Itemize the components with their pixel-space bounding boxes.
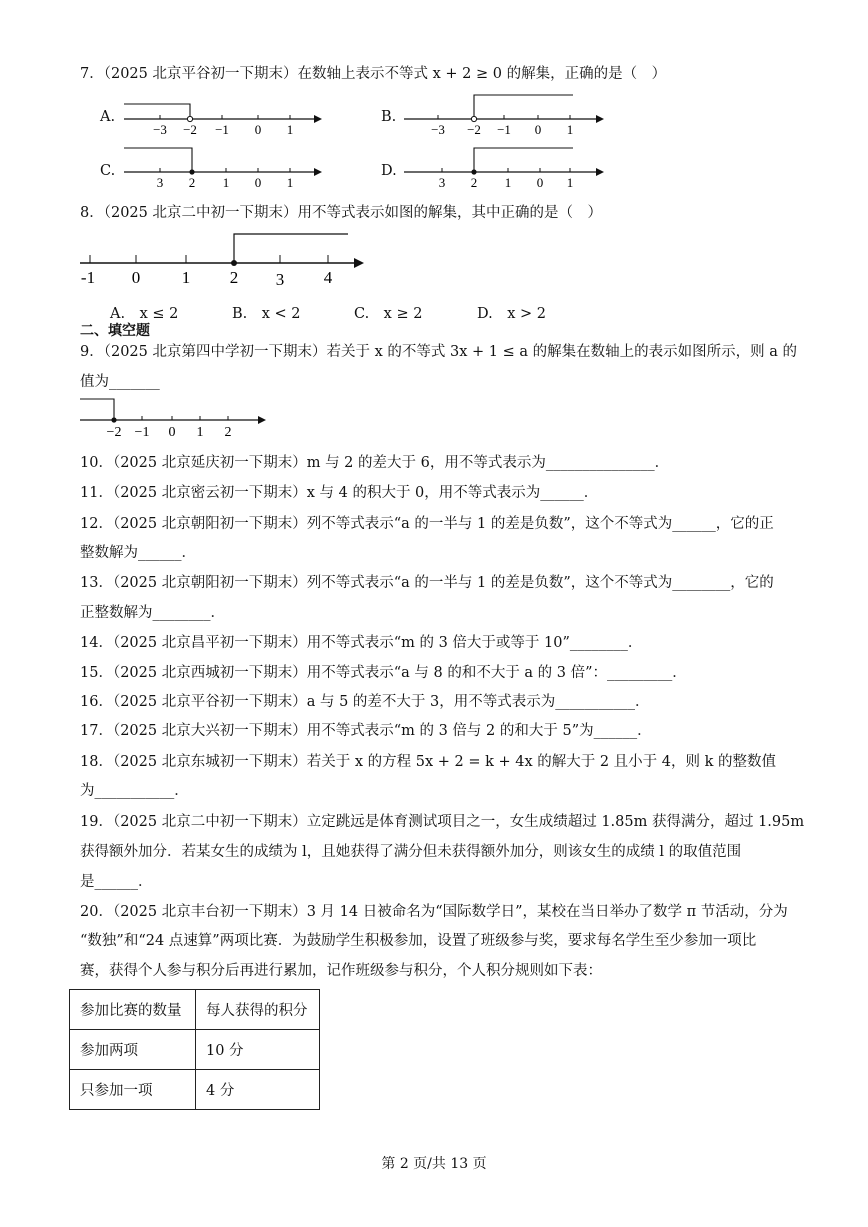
tick-label: 0 xyxy=(131,268,141,287)
q18-line2: 为___________． xyxy=(80,783,189,799)
q9-stem-line1: 9．（2025 北京第四中学初一下期末）若关于 x 的不等式 3x + 1 ≤ a 的解集在数轴上的表示如图所示，则 a 的 xyxy=(80,344,797,360)
q7-option-c-label: C. xyxy=(100,163,116,179)
q18-line1: 18．（2025 北京东城初一下期末）若关于 x 的方程 5x + 2 = k + 4x 的解大于 2 且小于 4，则 k 的整数值 xyxy=(80,754,777,770)
tick-label: 1 xyxy=(504,175,512,190)
q7-option-b-number-line xyxy=(398,92,608,140)
table-cell: 参加两项 xyxy=(70,1030,196,1070)
tick-label: 0 xyxy=(168,425,176,440)
tick-label: −2 xyxy=(467,122,481,137)
tick-label: 0 xyxy=(534,122,542,137)
tick-label: −1 xyxy=(134,425,150,440)
tick-label: 3 xyxy=(156,175,164,190)
table-row xyxy=(70,1070,320,1110)
q20-line1: 20．（2025 北京丰台初一下期末）3 月 14 日被命名为“国际数学日”，某校在当日举办了数学 π 节活动，分为 xyxy=(80,904,788,920)
q13-line1: 13．（2025 北京朝阳初一下期末）列不等式表示“a 的一半与 1 的差是负数”，这个不等式为________，它的 xyxy=(80,575,774,591)
q15: 15．（2025 北京西城初一下期末）用不等式表示“a 与 8 的和不大于 a 的 3 倍”：_________． xyxy=(80,665,687,681)
tick-label: −2 xyxy=(183,122,197,137)
q7-option-a-number-line xyxy=(118,102,328,140)
q12-line1: 12．（2025 北京朝阳初一下期末）列不等式表示“a 的一半与 1 的差是负数”，这个不等式为______，它的正 xyxy=(80,516,774,532)
tick-label: 3 xyxy=(438,175,446,190)
table-cell: 4 分 xyxy=(196,1070,320,1110)
q7-stem: 7．（2025 北京平谷初一下期末）在数轴上表示不等式 x + 2 ≥ 0 的解集，正确的是（ ） xyxy=(80,66,667,82)
q7-option-d-number-line xyxy=(398,145,608,193)
tick-label: 4 xyxy=(323,268,333,287)
q8-option-d: D. x > 2 xyxy=(477,306,546,322)
q20-line3: 赛，获得个人参与积分后再进行累加，记作班级参与积分，个人积分规则如下表： xyxy=(80,963,602,979)
tick-label: 1 xyxy=(566,122,574,137)
q17: 17．（2025 北京大兴初一下期末）用不等式表示“m 的 3 倍与 2 的和大于 5”为______． xyxy=(80,723,652,739)
q7-option-c-number-line xyxy=(118,145,328,193)
q10: 10．（2025 北京延庆初一下期末）m 与 2 的差大于 6，用不等式表示为_______________． xyxy=(80,455,670,471)
q20-line2: “数独”和“24 点速算”两项比赛．为鼓励学生积极参加，设置了班级参与奖，要求每名学生至少参加一项比 xyxy=(80,933,757,949)
score-rules-table xyxy=(69,989,320,1110)
tick-label: 1 xyxy=(196,425,204,440)
q19-line2: 获得额外加分．若某女生的成绩为 l，且她获得了满分但未获得额外加分，则该女生的成绩 l 的取值范围 xyxy=(80,844,742,860)
table-cell: 10 分 xyxy=(196,1030,320,1070)
tick-label: 2 xyxy=(188,175,196,190)
table-cell: 每人获得的积分 xyxy=(196,990,320,1030)
table-row xyxy=(70,1030,320,1070)
q8-number-line xyxy=(78,230,378,288)
tick-label: 2 xyxy=(229,268,239,287)
tick-label: 2 xyxy=(224,425,232,440)
tick-label: 0 xyxy=(254,122,262,137)
q11: 11．（2025 北京密云初一下期末）x 与 4 的积大于 0，用不等式表示为______． xyxy=(80,485,599,501)
q8-option-a: A. x ≤ 2 xyxy=(110,306,179,322)
table-row xyxy=(70,990,320,1030)
q19-line3: 是______． xyxy=(80,874,153,890)
tick-label: 1 xyxy=(222,175,230,190)
q7-option-a-label: A. xyxy=(100,109,116,125)
tick-label: 1 xyxy=(566,175,574,190)
table-cell: 只参加一项 xyxy=(70,1070,196,1110)
tick-label: −2 xyxy=(106,425,122,440)
q9-stem-line2: 值为_______ xyxy=(80,374,160,390)
q13-line2: 正整数解为________． xyxy=(80,605,225,621)
tick-label: −1 xyxy=(497,122,511,137)
q19-line1: 19．（2025 北京二中初一下期末）立定跳远是体育测试项目之一，女生成绩超过 1.85m 获得满分，超过 1.95m xyxy=(80,814,805,830)
tick-label: −1 xyxy=(215,122,229,137)
tick-label: 0 xyxy=(254,175,262,190)
q9-number-line xyxy=(78,396,278,442)
tick-label: −3 xyxy=(431,122,445,137)
tick-label: 2 xyxy=(470,175,478,190)
tick-label: 0 xyxy=(536,175,544,190)
tick-label: 1 xyxy=(181,268,191,287)
q7-option-d-label: D. xyxy=(381,163,397,179)
tick-label: -1 xyxy=(80,268,96,287)
q7-option-b-label: B. xyxy=(381,109,397,125)
q8-stem: 8．（2025 北京二中初一下期末）用不等式表示如图的解集，其中正确的是（ ） xyxy=(80,205,602,221)
page-footer: 第 2 页/共 13 页 xyxy=(381,1156,487,1172)
tick-label: 1 xyxy=(286,175,294,190)
tick-label: 3 xyxy=(275,270,285,288)
q16: 16．（2025 北京平谷初一下期末）a 与 5 的差不大于 3，用不等式表示为___________． xyxy=(80,694,650,710)
q14: 14．（2025 北京昌平初一下期末）用不等式表示“m 的 3 倍大于或等于 10”________． xyxy=(80,635,643,651)
table-cell: 参加比赛的数量 xyxy=(70,990,196,1030)
q8-option-b: B. x < 2 xyxy=(232,306,301,322)
q8-option-c: C. x ≥ 2 xyxy=(354,306,423,322)
tick-label: −3 xyxy=(153,122,167,137)
q12-line2: 整数解为______． xyxy=(80,545,196,561)
tick-label: 1 xyxy=(286,122,294,137)
section-heading: 二、填空题 xyxy=(80,323,150,339)
